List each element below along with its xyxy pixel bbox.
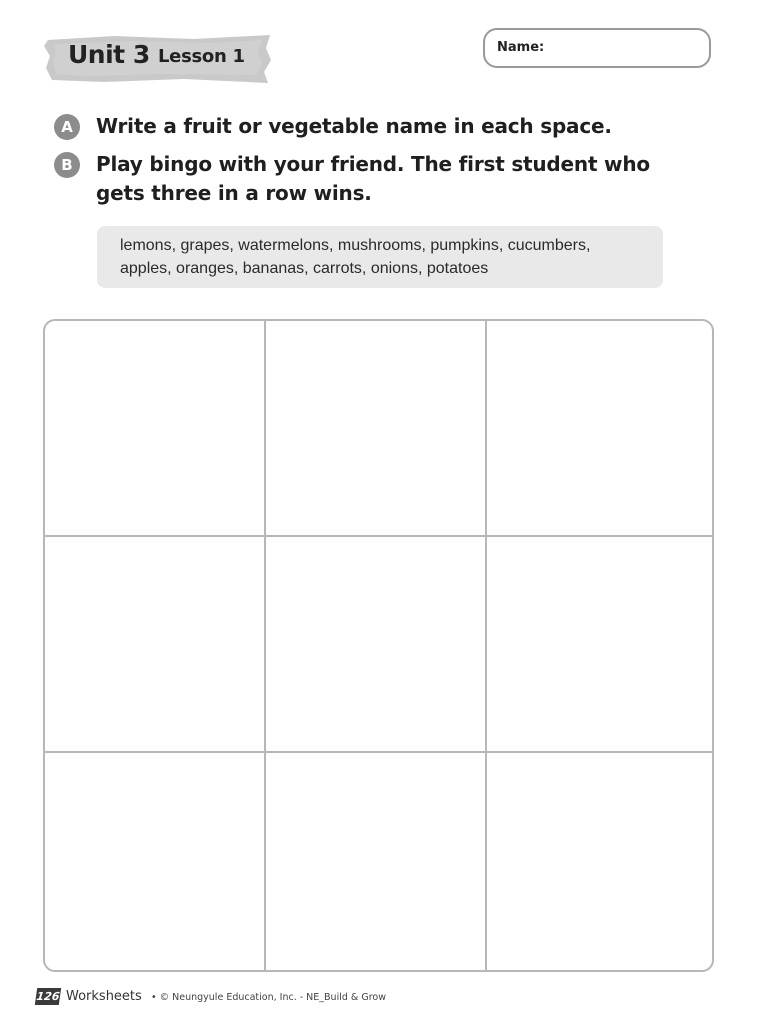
word-bank	[97, 226, 663, 288]
footer-section-label: Worksheets	[66, 989, 142, 1004]
bingo-cell[interactable]	[266, 321, 487, 537]
name-label: Name:	[497, 40, 545, 55]
word-bank-line-2: apples, oranges, bananas, carrots, onions, potatoes	[120, 260, 489, 277]
bingo-cell[interactable]	[45, 537, 266, 753]
unit-banner	[44, 34, 272, 84]
bingo-grid	[43, 319, 714, 972]
bingo-cell[interactable]	[266, 537, 487, 753]
page-number-badge: 126	[35, 990, 61, 1003]
badge-b-icon: B	[54, 152, 80, 178]
bingo-cell[interactable]	[45, 753, 266, 970]
footer	[36, 988, 536, 1006]
name-field[interactable]	[483, 28, 711, 68]
lesson-title: Lesson 1	[158, 46, 245, 67]
instruction-a-text: Write a fruit or vegetable name in each space.	[96, 114, 612, 138]
bingo-cell[interactable]	[266, 753, 487, 970]
bingo-cell[interactable]	[487, 321, 712, 537]
bingo-cell[interactable]	[487, 753, 712, 970]
bingo-cell[interactable]	[45, 321, 266, 537]
word-bank-line-1: lemons, grapes, watermelons, mushrooms, pumpkins, cucumbers,	[120, 237, 591, 254]
unit-title: Unit 3	[68, 40, 150, 69]
instruction-b-text: Play bingo with your friend. The first student who gets three in a row wins.	[96, 152, 650, 205]
footer-copyright: • © Neungyule Education, Inc. - NE_Build & Grow	[151, 992, 386, 1003]
badge-a-icon: A	[54, 114, 80, 140]
bingo-cell[interactable]	[487, 537, 712, 753]
